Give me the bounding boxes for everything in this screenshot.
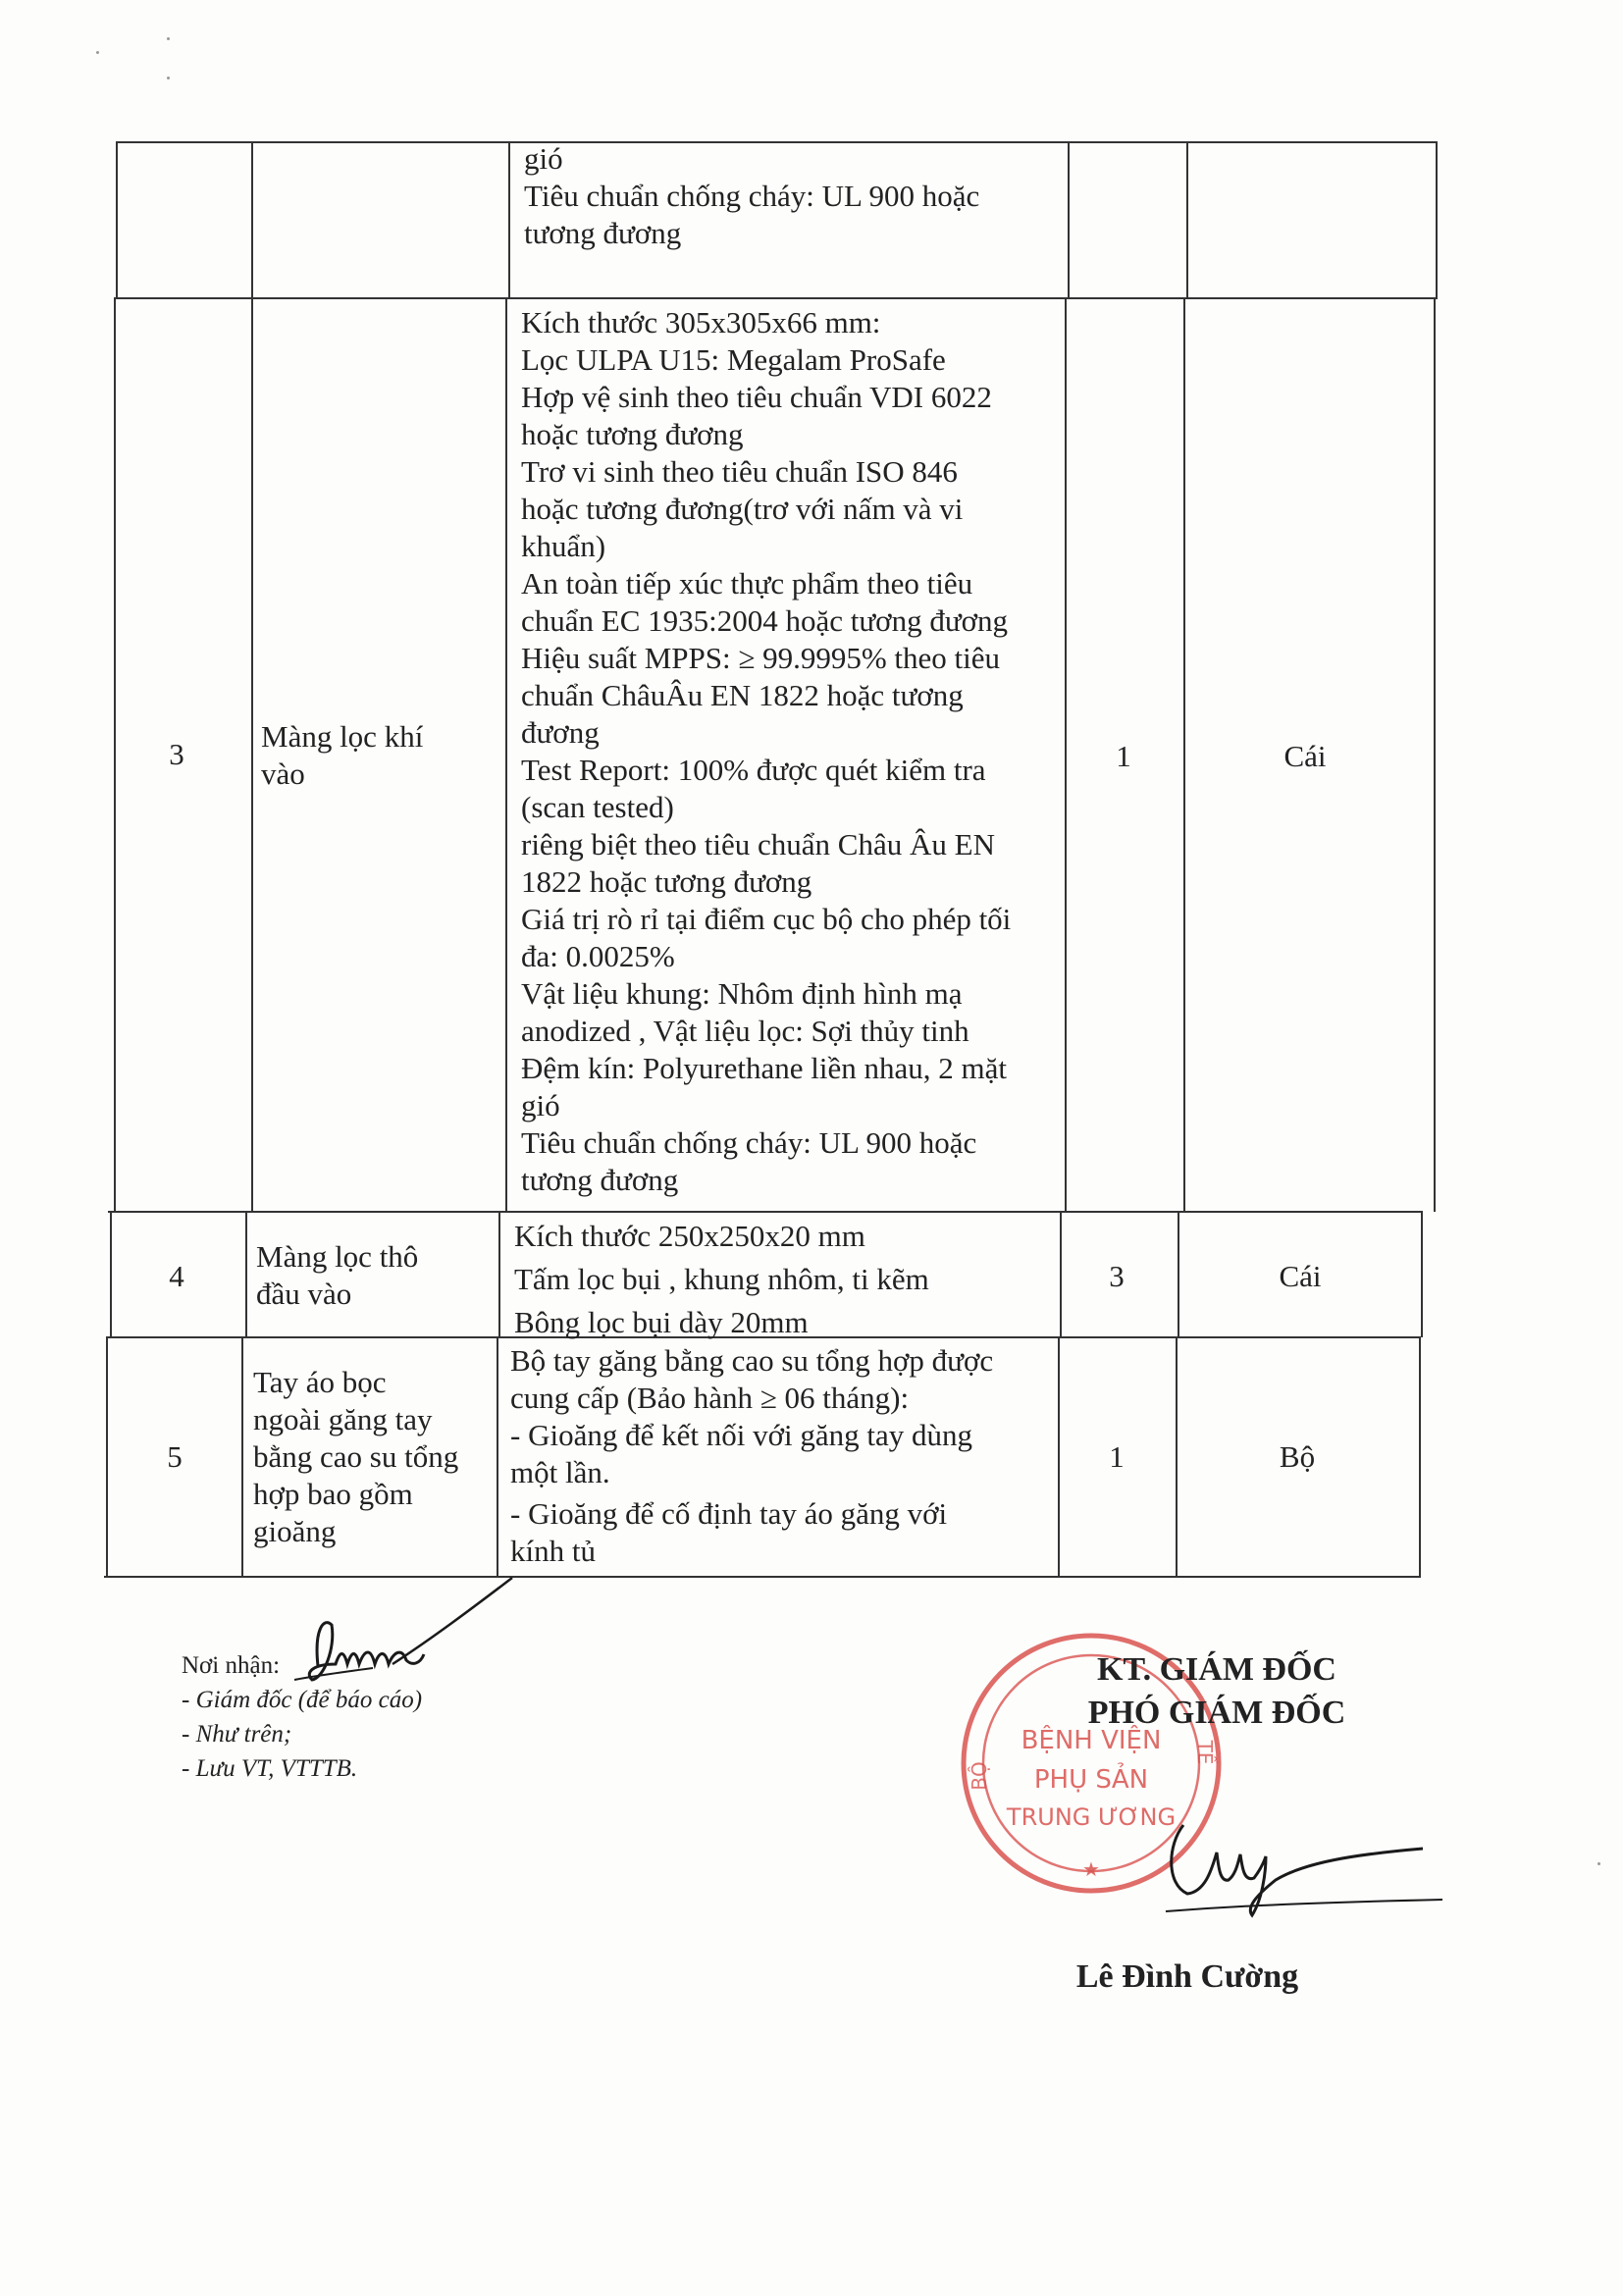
item-name-line: hợp bao gồm [253,1477,413,1511]
item-name-line: Màng lọc thô [256,1239,419,1274]
spec-line: Trơ vi sinh theo tiêu chuẩn ISO 846 [521,454,958,489]
spec-line: đương [521,715,600,750]
spec-line: Kích thước 250x250x20 mm [514,1219,865,1253]
spec-line: Tấm lọc bụi , khung nhôm, ti kẽm [514,1262,929,1296]
spec-line: Hiệu suất MPPS: ≥ 99.9995% theo tiêu [521,641,1001,675]
stamp-line-1: BỆNH VIỆN [1021,1726,1162,1755]
spec-line: anodized , Vật liệu lọc: Sợi thủy tinh [521,1014,969,1048]
spec-line: gió [521,1088,560,1122]
row-number: 4 [169,1259,184,1293]
table-rule [1421,1211,1423,1337]
table-rule [1436,141,1438,298]
table-rule [251,297,253,1212]
spec-line: một lần. [510,1455,610,1489]
table-rule [1183,297,1185,1212]
table-rule [498,1211,500,1337]
spec-line: Bông lọc bụi dày 20mm [514,1305,809,1339]
item-name-line: bằng cao su tổng [253,1439,459,1474]
director-signature [1158,1805,1452,1923]
table-rule [116,141,118,298]
table-rule [1434,297,1436,1212]
spec-line: khuẩn) [521,529,606,563]
spec-line: hoặc tương đương(trơ với nấm và vi [521,492,964,526]
scan-speck [167,37,170,40]
table-rule [251,141,253,298]
scan-speck [96,51,99,54]
spec-line: gió [524,141,563,176]
spec-line: Lọc ULPA U15: Megalam ProSafe [521,342,946,377]
spec-line: Kích thước 305x305x66 mm: [521,305,881,339]
signature-title-block [991,1648,1442,1735]
item-name-line: Màng lọc khí [261,719,424,754]
item-name-line: đầu vào [256,1277,352,1311]
spec-line: Vật liệu khung: Nhôm định hình mạ [521,976,963,1011]
row-number: 3 [169,737,184,771]
stamp-right-text: TẾ [1193,1740,1217,1765]
item-name [261,718,423,793]
table-rule [1186,141,1188,298]
table-rule [497,1336,498,1577]
table-rule [241,1336,243,1577]
spec-line: Tiêu chuẩn chống cháy: UL 900 hoặc [524,179,980,213]
item-unit: Cái [1279,1259,1322,1293]
scan-speck [1597,1862,1600,1865]
item-name-line: ngoài găng tay [253,1402,433,1436]
item-quantity: 3 [1109,1259,1125,1293]
item-name [253,1364,458,1550]
table-rule [1060,1211,1062,1337]
item-name-line: vào [261,757,305,791]
spec-line: chuẩn ChâuÂu EN 1822 hoặc tương [521,678,964,712]
table-rule [1065,297,1067,1212]
recipient-item: - Lưu VT, VTTTB. [182,1755,358,1782]
stamp-star-icon: ★ [1082,1859,1100,1881]
table-rule [1068,141,1070,298]
spec-line: tương đương [521,1163,679,1197]
spec-line: 1822 hoặc tương đương [521,864,812,899]
sign-title-line-1: KT. GIÁM ĐỐC [1097,1651,1336,1688]
table-rule [505,297,507,1212]
item-quantity: 1 [1109,1439,1125,1474]
recipient-item: - Như trên; [182,1721,292,1748]
spec-line: riêng biệt theo tiêu chuẩn Châu Âu EN [521,827,995,861]
stamp-line-2: PHỤ SẢN [1033,1765,1149,1795]
item-spec [514,1215,929,1344]
table-rule [1176,1336,1178,1577]
spec-line: Tiêu chuẩn chống cháy: UL 900 hoặc [521,1125,977,1160]
spec-line: Test Report: 100% được quét kiểm tra [521,753,986,787]
table-rule [114,297,116,1212]
spec-line: tương đương [524,216,682,250]
item-unit: Cái [1283,739,1327,773]
table-rule [508,141,510,298]
table-rule [106,1336,108,1577]
recipients-title: Nơi nhận: [182,1652,281,1679]
spec-line: chuẩn EC 1935:2004 hoặc tương đương [521,603,1009,638]
table-rule [1419,1336,1421,1577]
spec-line: Bộ tay găng bằng cao su tổng hợp được [510,1343,994,1378]
stamp-line-3: TRUNG ƯƠNG [1006,1803,1177,1831]
spec-line: (scan tested) [521,790,674,824]
table-rule [116,297,1438,299]
item-spec [510,1342,993,1570]
spec-line: Giá trị rò rỉ tại điểm cục bộ cho phép tối [521,902,1012,936]
table-rule [245,1211,247,1337]
stamp-left-text: BỘ [968,1761,991,1791]
recipient-item: - Giám đốc (để báo cáo) [182,1687,423,1713]
table-rule [108,1211,1423,1213]
item-name [256,1238,418,1313]
spec-line: - Gioăng để cố định tay áo găng với [510,1496,948,1531]
spec-line: An toàn tiếp xúc thực phẩm theo tiêu [521,566,973,600]
spec-line: Hợp vệ sinh theo tiêu chuẩn VDI 6022 [521,380,992,414]
item-unit: Bộ [1279,1439,1316,1474]
row-number: 5 [167,1439,183,1474]
spec-line: Đệm kín: Polyurethane liền nhau, 2 mặt [521,1051,1008,1085]
spec-line: hoặc tương đương [521,417,744,451]
item-quantity: 1 [1116,739,1131,773]
table-rule [1178,1211,1179,1337]
spec-line: - Gioăng để kết nối với găng tay dùng [510,1418,972,1452]
table-rule [110,1211,112,1337]
item-name-line: Tay áo bọc [253,1365,387,1399]
scan-speck [167,77,170,79]
spec-cell-continued [524,140,979,252]
item-name-line: gioăng [253,1514,337,1548]
sign-title-line-2: PHÓ GIÁM ĐỐC [1087,1695,1346,1731]
initials-signature [285,1570,530,1707]
table-rule [1058,1336,1060,1577]
spec-line: đa: 0.0025% [521,939,675,973]
spec-line: kính tủ [510,1534,596,1568]
signer-name: Lê Đình Cường [1075,1958,1299,1995]
item-spec [521,304,1011,1199]
spec-line: cung cấp (Bảo hành ≥ 06 tháng): [510,1381,910,1415]
